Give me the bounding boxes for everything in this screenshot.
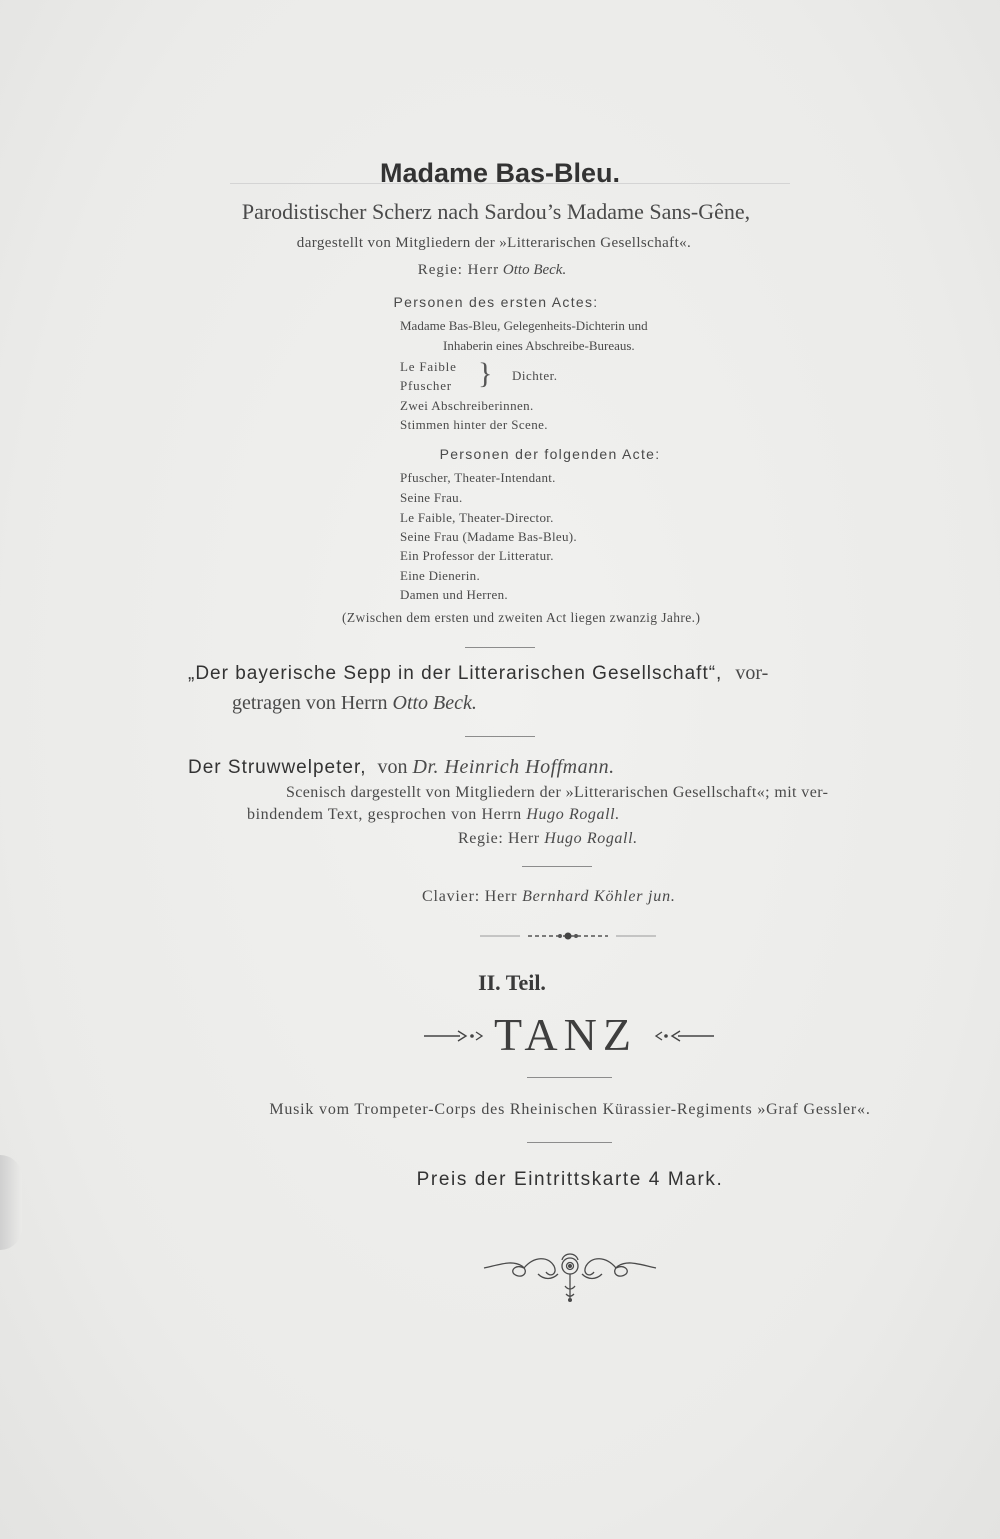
struwwel-line1 bbox=[188, 756, 615, 779]
section-divider bbox=[527, 1077, 612, 1078]
act1-line2: Inhaberin eines Abschreibe-Bureaus. bbox=[443, 338, 635, 353]
list-item: Seine Frau. bbox=[400, 490, 463, 505]
left-arrow-ornament-icon bbox=[424, 1028, 488, 1044]
regie-name: Hugo Rogall. bbox=[544, 830, 638, 847]
right-arrow-ornament-icon bbox=[650, 1028, 714, 1044]
struwwel-by: von bbox=[377, 756, 408, 778]
brace: } bbox=[478, 357, 493, 390]
clavier-line bbox=[422, 888, 676, 906]
section-divider bbox=[465, 736, 535, 737]
divider-ornament-icon bbox=[480, 928, 656, 944]
act1-name-pfuscher: Pfuscher bbox=[400, 378, 452, 393]
section-divider bbox=[465, 647, 535, 648]
act-interval-note: (Zwischen dem ersten und zweiten Act liegen zwanzig Jahre.) bbox=[342, 610, 701, 625]
sepp-line2 bbox=[232, 692, 477, 715]
sepp-title: „Der bayerische Sepp in der Litterarischen Gesellschaft“, bbox=[188, 663, 723, 684]
madame-subtitle: Parodistischer Scherz nach Sardou’s Madame Sans-Gêne, bbox=[241, 199, 751, 224]
act1-line3: Zwei Abschreiberinnen. bbox=[400, 398, 534, 413]
struwwel-line2: Scenisch dargestellt von Mitgliedern der »Litterarischen Gesellschaft«; mit ver- bbox=[286, 784, 829, 801]
music-line: Musik vom Trompeter-Corps des Rheinischen Kürassier-Regiments »Graf Gessler«. bbox=[269, 1101, 871, 1118]
sepp-line1 bbox=[188, 662, 768, 685]
list-item: Damen und Herren. bbox=[400, 587, 508, 602]
act1-line4: Stimmen hinter der Scene. bbox=[400, 417, 548, 432]
act1-name-le-faible: Le Faible bbox=[400, 359, 457, 374]
ticket-price: Preis der Eintrittskarte 4 Mark. bbox=[416, 1169, 724, 1190]
list-item: Eine Dienerin. bbox=[400, 568, 481, 583]
part2-heading: II. Teil. bbox=[478, 970, 546, 995]
act1-line1: Madame Bas-Bleu, Gelegenheits-Dichterin und bbox=[400, 318, 648, 333]
struwwel-spoken-by: bindendem Text, gesprochen von Herrn bbox=[247, 806, 522, 823]
madame-title: Madame Bas-Bleu. bbox=[379, 158, 621, 188]
list-item: Le Faible, Theater-Director. bbox=[400, 510, 554, 525]
madame-performed-by: dargestellt von Mitgliedern der »Litterarischen Gesellschaft«. bbox=[296, 235, 692, 251]
act1-role: Dichter. bbox=[512, 368, 558, 383]
page-edge-shadow bbox=[0, 1155, 22, 1250]
regie-prefix: Regie: Herr bbox=[458, 830, 540, 847]
madame-regie bbox=[0, 262, 992, 279]
list-item: Seine Frau (Madame Bas-Bleu). bbox=[400, 529, 577, 544]
list-item: Ein Professor der Litteratur. bbox=[400, 548, 554, 563]
clavier-name: Bernhard Köhler jun. bbox=[522, 888, 676, 905]
struwwel-title: Der Struwwelpeter, bbox=[188, 757, 367, 778]
struwwel-speaker: Hugo Rogall. bbox=[526, 806, 620, 823]
clavier-prefix: Clavier: Herr bbox=[422, 888, 518, 905]
act2-heading: Personen der folgenden Acte: bbox=[439, 446, 661, 462]
regie-prefix: Regie: Herr bbox=[417, 262, 500, 278]
section-divider bbox=[527, 1142, 612, 1143]
struwwel-line3 bbox=[247, 806, 620, 824]
struwwel-author: Dr. Heinrich Hoffmann. bbox=[412, 756, 615, 778]
act1-heading: Personen des ersten Actes: bbox=[393, 294, 599, 310]
floral-vignette-icon bbox=[482, 1246, 658, 1304]
sepp-prefix: getragen von Herrn bbox=[232, 692, 388, 714]
sepp-name: Otto Beck. bbox=[392, 692, 477, 714]
list-item: Pfuscher, Theater-Intendant. bbox=[400, 470, 556, 485]
sepp-continuation: vor- bbox=[735, 662, 769, 684]
struwwel-regie bbox=[458, 830, 638, 848]
section-divider bbox=[522, 866, 592, 867]
regie-name: Otto Beck. bbox=[502, 262, 567, 278]
tanz-title: TANZ bbox=[494, 1009, 637, 1060]
